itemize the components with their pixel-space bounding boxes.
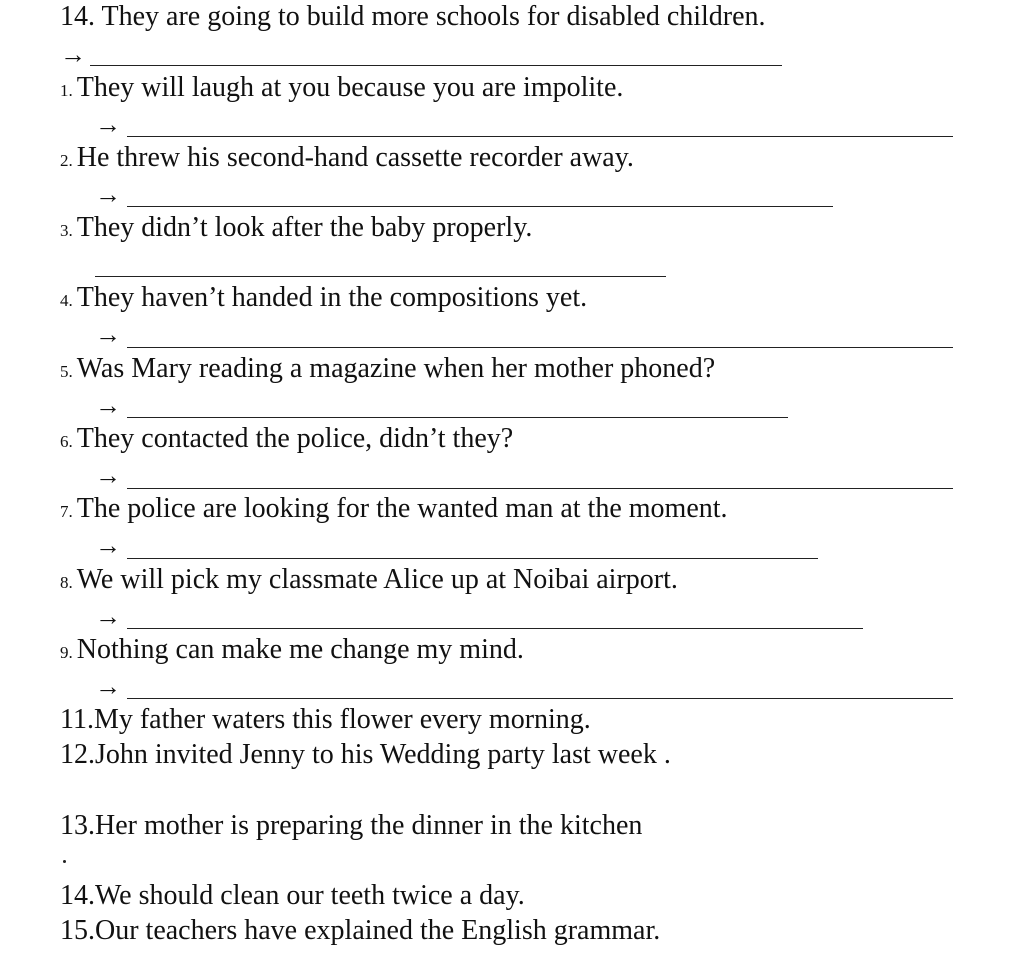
answer-line[interactable]	[127, 347, 953, 348]
question-6: 6. They contacted the police, didn’t they?	[60, 423, 514, 454]
question-14-top: 14. They are going to build more schools for disabled children.	[60, 1, 766, 32]
question-4: 4. They haven’t handed in the compositions yet.	[60, 282, 588, 313]
answer-arrow-icon: →	[95, 602, 121, 631]
question-9: 9. Nothing can make me change my mind.	[60, 634, 524, 665]
question-15: 15.Our teachers have explained the English grammar.	[60, 915, 661, 946]
answer-line[interactable]	[127, 488, 953, 489]
answer-arrow-icon: →	[95, 320, 121, 349]
question-7: 7. The police are looking for the wanted man at the moment.	[60, 493, 728, 524]
answer-line[interactable]	[90, 65, 782, 66]
answer-line[interactable]	[95, 276, 666, 277]
answer-line[interactable]	[127, 206, 833, 207]
question-13: 13.Her mother is preparing the dinner in the kitchen	[60, 810, 643, 841]
answer-line[interactable]	[127, 628, 863, 629]
answer-arrow-icon: →	[95, 461, 121, 490]
answer-arrow-icon: →	[95, 180, 121, 209]
answer-arrow-icon: →	[95, 531, 121, 560]
question-11: 11.My father waters this flower every morning.	[60, 704, 591, 735]
answer-arrow-icon: →	[95, 391, 121, 420]
answer-line[interactable]	[127, 417, 788, 418]
answer-arrow-icon: →	[60, 40, 86, 69]
question-5: 5. Was Mary reading a magazine when her mother phoned?	[60, 353, 716, 384]
answer-line[interactable]	[127, 558, 818, 559]
question-12: 12.John invited Jenny to his Wedding party last week .	[60, 739, 671, 770]
answer-arrow-icon: →	[95, 672, 121, 701]
answer-arrow-icon: →	[95, 110, 121, 139]
answer-line[interactable]	[127, 136, 953, 137]
question-1: 1. They will laugh at you because you are impolite.	[60, 72, 624, 103]
question-8: 8. We will pick my classmate Alice up at Noibai airport.	[60, 564, 678, 595]
question-3: 3. They didn’t look after the baby properly.	[60, 212, 533, 243]
stray-dot	[63, 860, 66, 863]
question-14: 14.We should clean our teeth twice a day.	[60, 880, 525, 911]
question-2: 2. He threw his second-hand cassette recorder away.	[60, 142, 634, 173]
answer-line[interactable]	[127, 698, 953, 699]
